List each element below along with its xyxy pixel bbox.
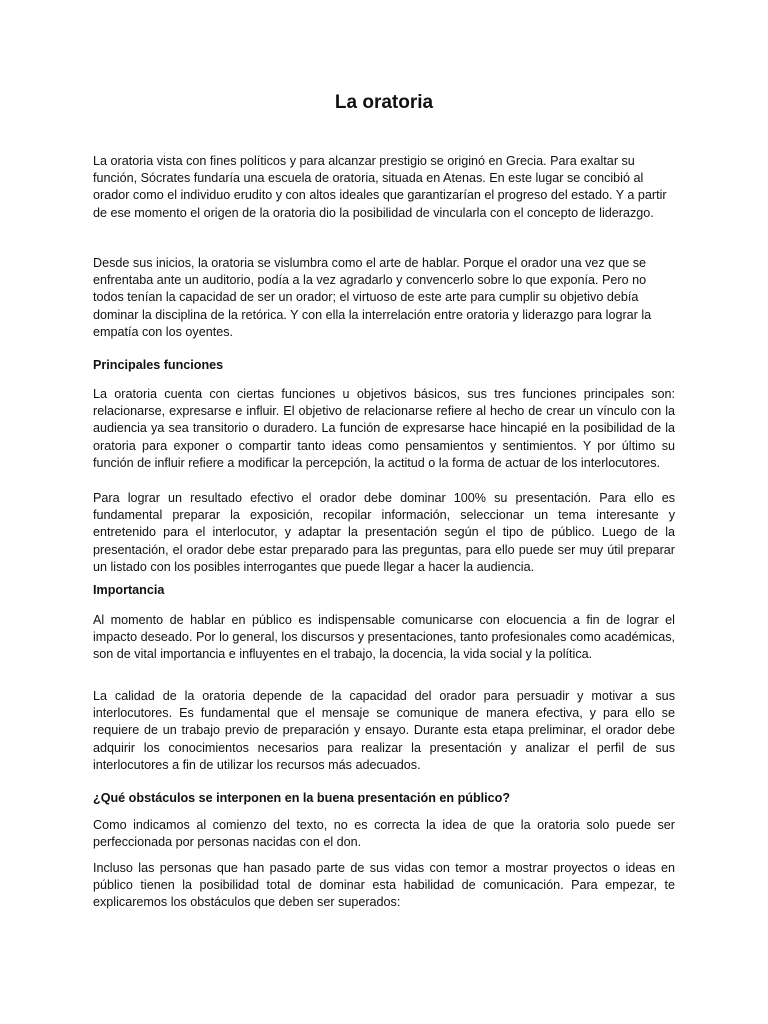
paragraph-effective-result: Para lograr un resultado efectivo el orador debe dominar 100% su presentación. Para ello es fundamental preparar la exposición, recopilar información, seleccionar un tema interesante y entretenido para el interlocutor, y adaptar la presentación según el tipo de público. Luego de la presentación, el orador debe estar preparado para las preguntas, para ello puede ser muy útil preparar un listado con los posibles interrogantes que puede llegar a hacer la audiencia.: [93, 491, 675, 574]
heading-principales-funciones: Principales funciones: [93, 358, 224, 372]
paragraph-overcome: Incluso las personas que han pasado parte de sus vidas con temor a mostrar proyectos o ideas en público tienen la posibilidad total de dominar esta habilidad de comunicación. Para empezar, te explicaremos los obstáculos que deben ser superados:: [93, 861, 675, 910]
heading-obstaculos: ¿Qué obstáculos se interponen en la buena presentación en público?: [93, 791, 511, 805]
paragraph-functions: La oratoria cuenta con ciertas funciones u objetivos básicos, sus tres funciones principales son: relacionarse, expresarse e influir. El objetivo de relacionarse refiere al hecho de crear un vínculo con la audiencia ya sea transitorio o duradero. La función de expresarse hace hincapié en la posibilidad de la oratoria para exponer o compartir tanto ideas como pensamientos y sentimientos. Y por último su función de influir refiere a modificar la percepción, la actitud o la forma de actuar de los interlocutores.: [93, 387, 675, 470]
paragraph-public-speaking: Al momento de hablar en público es indispensable comunicarse con elocuencia a fin de lograr el impacto deseado. Por lo general, los discursos y presentaciones, tanto profesionales como académicas, son de vital importancia e influyentes en el trabajo, la docencia, la vida social y la política.: [93, 613, 675, 662]
paragraph-origin: La oratoria vista con fines políticos y para alcanzar prestigio se originó en Grecia. Para exaltar su función, Sócrates fundaría una escuela de oratoria, situada en Atenas. En este lugar se concibió al orador como el individuo erudito y con altos ideales que garantizarían el progreso del estado. Y a partir de ese momento el origen de la oratoria dio la posibilidad de vincularla con el concepto de liderazgo.: [93, 154, 667, 220]
paragraph-quality: La calidad de la oratoria depende de la capacidad del orador para persuadir y motivar a sus interlocutores. Es fundamental que el mensaje se comunique de manera efectiva, y para ello se requiere de un trabajo previo de preparación y ensayo. Durante esta etapa preliminar, el orador debe adquirir los conocimientos necesarios para realizar la presentación y analizar el perfil de sus interlocutores a fin de utilizar los recursos más adecuados.: [93, 689, 675, 772]
document-title: La oratoria: [334, 92, 434, 113]
paragraph-beginnings: Desde sus inicios, la oratoria se vislumbra como el arte de hablar. Porque el orador una vez que se enfrentaba ante un auditorio, podía a la vez agradarlo y convencerlo sobre lo que exponía. Pero no todos tenían la capacidad de ser un orador; el virtuoso de este arte para cumplir su objetivo debía dominar la disciplina de la retórica. Y con ella la interrelación entre oratoria y liderazgo para lograr la empatía con los oyentes.: [93, 256, 652, 339]
paragraph-beginning-text: Como indicamos al comienzo del texto, no es correcta la idea de que la oratoria solo puede ser perfeccionada por personas nacidas con el don.: [93, 818, 675, 850]
heading-importancia: Importancia: [93, 583, 165, 597]
